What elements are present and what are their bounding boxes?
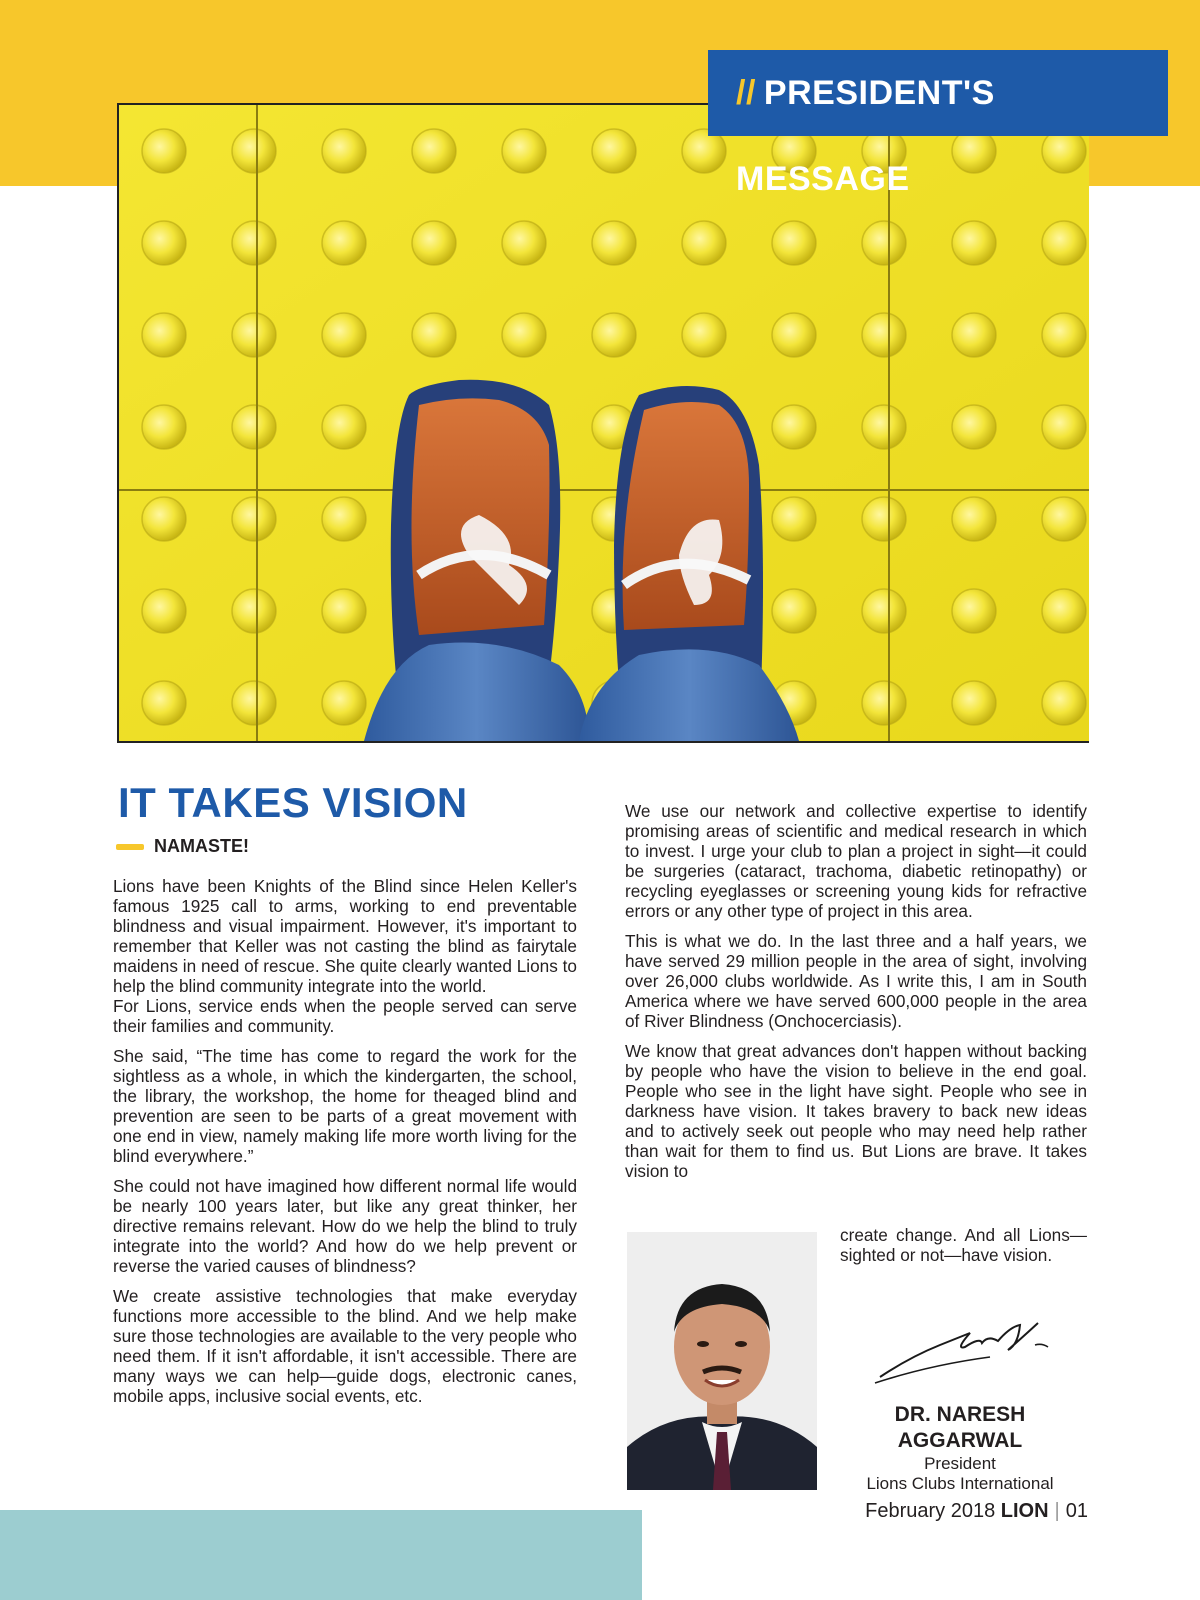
body-paragraph: She could not have imagined how different normal life would be nearly 100 years later, but like any great thinker, her directive remains relevant. How do we help the blind to truly integrate into the world? And how do we help prevent or reverse the varied causes of blindness?	[113, 1176, 577, 1276]
body-paragraph: For Lions, service ends when the people served can serve their families and community.	[113, 996, 577, 1036]
hero-photo	[117, 103, 1089, 743]
body-paragraph: Lions have been Knights of the Blind since Helen Keller's famous 1925 call to arms, working to end preventable blindness and visual impairment. However, it's important to remember that Keller was not casting the blind as fairytale maidens in need of rescue. She quite clearly wanted Lions to help the blind community integrate into the world.	[113, 876, 577, 996]
body-paragraph: We use our network and collective expertise to identify promising areas of scientific and medical research in which to invest. I urge your club to plan a project in sight—it could be surgeries (cataract, trachoma, diabetic retinopathy) or recycling eyeglasses or screening young kids for refractive errors or any other type of project in this area.	[625, 801, 1087, 921]
signatory-name: DR. NARESH AGGARWAL	[894, 1403, 1026, 1452]
dash-icon	[116, 844, 144, 850]
signatory-title: President	[924, 1454, 996, 1473]
left-column	[113, 876, 577, 1416]
body-paragraph: We know that great advances don't happen without backing by people who have the vision to believe in the end goal. People who see in the light have sight. People who see in darkness have vision. It takes bravery to back new ideas and to actively seek out people who may need help rather than wait for them to find us. But Lions are brave. It takes vision to	[625, 1041, 1087, 1181]
kicker-label: NAMASTE!	[154, 836, 249, 856]
body-paragraph: We create assistive technologies that make everyday functions more accessible to the blind. And we help make sure those technologies are available to the very people who need them. If it isn't affordable, it isn't accessible. There are many ways we can help—guide dogs, electronic canes, mobile apps, inclusive social events, etc.	[113, 1286, 577, 1406]
section-tag	[708, 50, 1168, 198]
footer-issue: February 2018	[865, 1500, 996, 1522]
right-column	[625, 801, 1087, 1191]
article-kicker	[116, 836, 249, 857]
body-paragraph: This is what we do. In the last three and a half years, we have served 29 million people in the area of sight, involving over 26,000 clubs worldwide. As I write this, I am in South America where we have served 600,000 people in the area of River Blindness (Onchocerciasis).	[625, 931, 1087, 1031]
page-footer	[865, 1500, 1088, 1523]
signature-block	[830, 1402, 1090, 1494]
signatory-org: Lions Clubs International	[866, 1474, 1054, 1493]
body-paragraph: She said, “The time has come to regard the work for the sightless as a whole, in which the kindergarten, the school, the library, the workshop, the home for theaged blind and prevention are seen to be parts of a great movement with one end in view, namely making life more worth living for the blind everywhere.”	[113, 1046, 577, 1166]
article-headline: IT TAKES VISION	[118, 779, 468, 826]
page-number: 01	[1065, 1500, 1088, 1522]
section-slashes: //	[736, 74, 756, 112]
footer-brand: LION	[1000, 1500, 1049, 1522]
closing-paragraph: create change. And all Lions— sighted or not—have vision.	[840, 1225, 1087, 1265]
footer-separator: |	[1054, 1500, 1060, 1522]
signature-graphic	[870, 1305, 1070, 1395]
author-portrait	[627, 1232, 817, 1490]
section-label: PRESIDENT'S MESSAGE	[736, 74, 995, 198]
teal-footer-band	[0, 1510, 642, 1600]
